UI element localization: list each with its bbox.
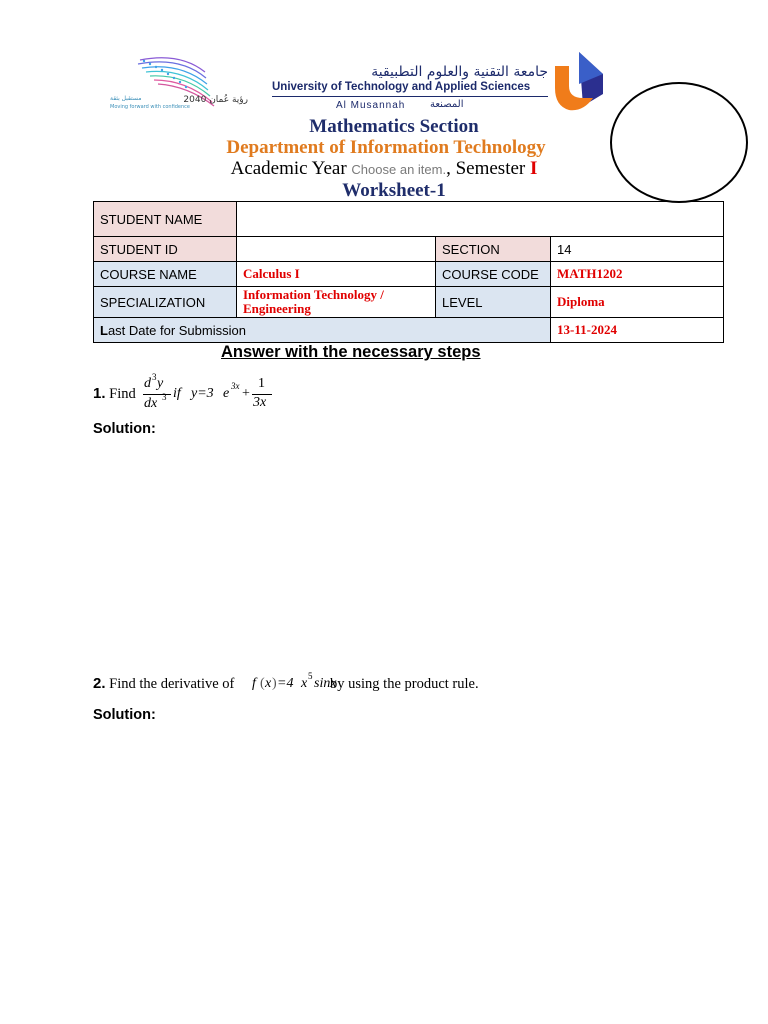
question-number: 2. <box>93 675 106 692</box>
academic-year-label: Academic Year <box>230 158 352 179</box>
svg-text:مستقبل بثقة: مستقبل بثقة <box>110 95 142 102</box>
last-date-label-initial: L <box>100 322 108 338</box>
academic-year-line <box>0 158 768 180</box>
course-name-label: COURSE NAME <box>94 262 237 287</box>
department-title: Department of Information Technology <box>226 137 546 158</box>
question-text: Find <box>109 386 136 402</box>
plus-sign: + <box>242 386 250 401</box>
question-1-formula <box>141 374 281 414</box>
table-row <box>94 287 724 318</box>
power-exponent: 5 <box>308 671 313 681</box>
solution-label: Solution: <box>93 707 156 723</box>
utas-name-arabic: جامعة التقنية والعلوم التطبيقية <box>371 64 548 80</box>
section-label: SECTION <box>436 237 551 262</box>
semester-label: , Semester <box>446 158 530 179</box>
utas-name-english: University of Technology and Applied Sciences <box>272 81 531 93</box>
derivative-numerator: d 3 y <box>144 372 164 391</box>
table-row <box>94 237 724 262</box>
specialization-label: SPECIALIZATION <box>94 287 237 318</box>
svg-text:Moving forward with confidence: Moving forward with confidence <box>110 104 190 110</box>
last-date-value: 13-11-2024 <box>551 318 724 343</box>
student-name-label: STUDENT NAME <box>94 202 237 237</box>
last-date-label <box>94 318 551 343</box>
oman-vision-2040-logo <box>110 52 250 114</box>
close-paren: ) <box>272 676 277 691</box>
question-2-formula <box>250 671 350 696</box>
question-1 <box>93 385 136 403</box>
question-text: Find the derivative of <box>109 676 235 692</box>
semester-value: I <box>530 158 538 179</box>
utas-emblem-icon <box>553 50 605 114</box>
campus-name-english: Al Musannah <box>336 100 406 111</box>
level-value: Diploma <box>551 287 724 318</box>
specialization-value: Information Technology / Engineering <box>237 287 436 318</box>
course-name-value: Calculus I <box>237 262 436 287</box>
fraction-denominator: 3x <box>253 395 267 410</box>
equation-lhs: y=3 <box>191 386 214 401</box>
campus-name-arabic: المصنعة <box>430 99 464 110</box>
sine-term: sinx <box>314 676 337 691</box>
student-id-label: STUDENT ID <box>94 237 237 262</box>
section-title: Mathematics Section <box>309 116 479 137</box>
exponential-power: 3x <box>231 381 240 391</box>
power-base: x <box>301 676 308 691</box>
derivative-denominator: dx 3 <box>144 392 167 411</box>
instructions-heading: Answer with the necessary steps <box>221 343 481 361</box>
utas-wordmark <box>272 64 548 114</box>
section-value[interactable]: 14 <box>551 237 724 262</box>
exponential-base: e <box>223 386 230 401</box>
academic-year-dropdown[interactable]: Choose an item. <box>351 162 447 177</box>
question-text-after: by using the product rule. <box>330 676 479 692</box>
student-name-field[interactable] <box>237 202 724 237</box>
function-arg: x <box>265 676 272 691</box>
student-info-table <box>93 201 724 343</box>
open-paren: ( <box>260 676 265 691</box>
solution-label: Solution: <box>93 421 156 437</box>
vision-logo-text: رؤية عُمان 2040 <box>183 95 248 105</box>
course-code-value: MATH1202 <box>551 262 724 287</box>
level-label: LEVEL <box>436 287 551 318</box>
worksheet-title: Worksheet-1 <box>342 180 446 201</box>
function-name: f <box>252 676 256 691</box>
course-code-label: COURSE CODE <box>436 262 551 287</box>
table-row <box>94 202 724 237</box>
last-date-label-text: ast Date for Submission <box>107 322 246 338</box>
equals-coefficient: =4 <box>277 676 294 691</box>
table-row <box>94 318 724 343</box>
table-row <box>94 262 724 287</box>
question-number: 1. <box>93 385 106 402</box>
student-id-field[interactable] <box>237 237 436 262</box>
utas-divider <box>272 96 548 97</box>
fraction-numerator: 1 <box>258 376 265 391</box>
condition-word: if <box>173 386 181 401</box>
